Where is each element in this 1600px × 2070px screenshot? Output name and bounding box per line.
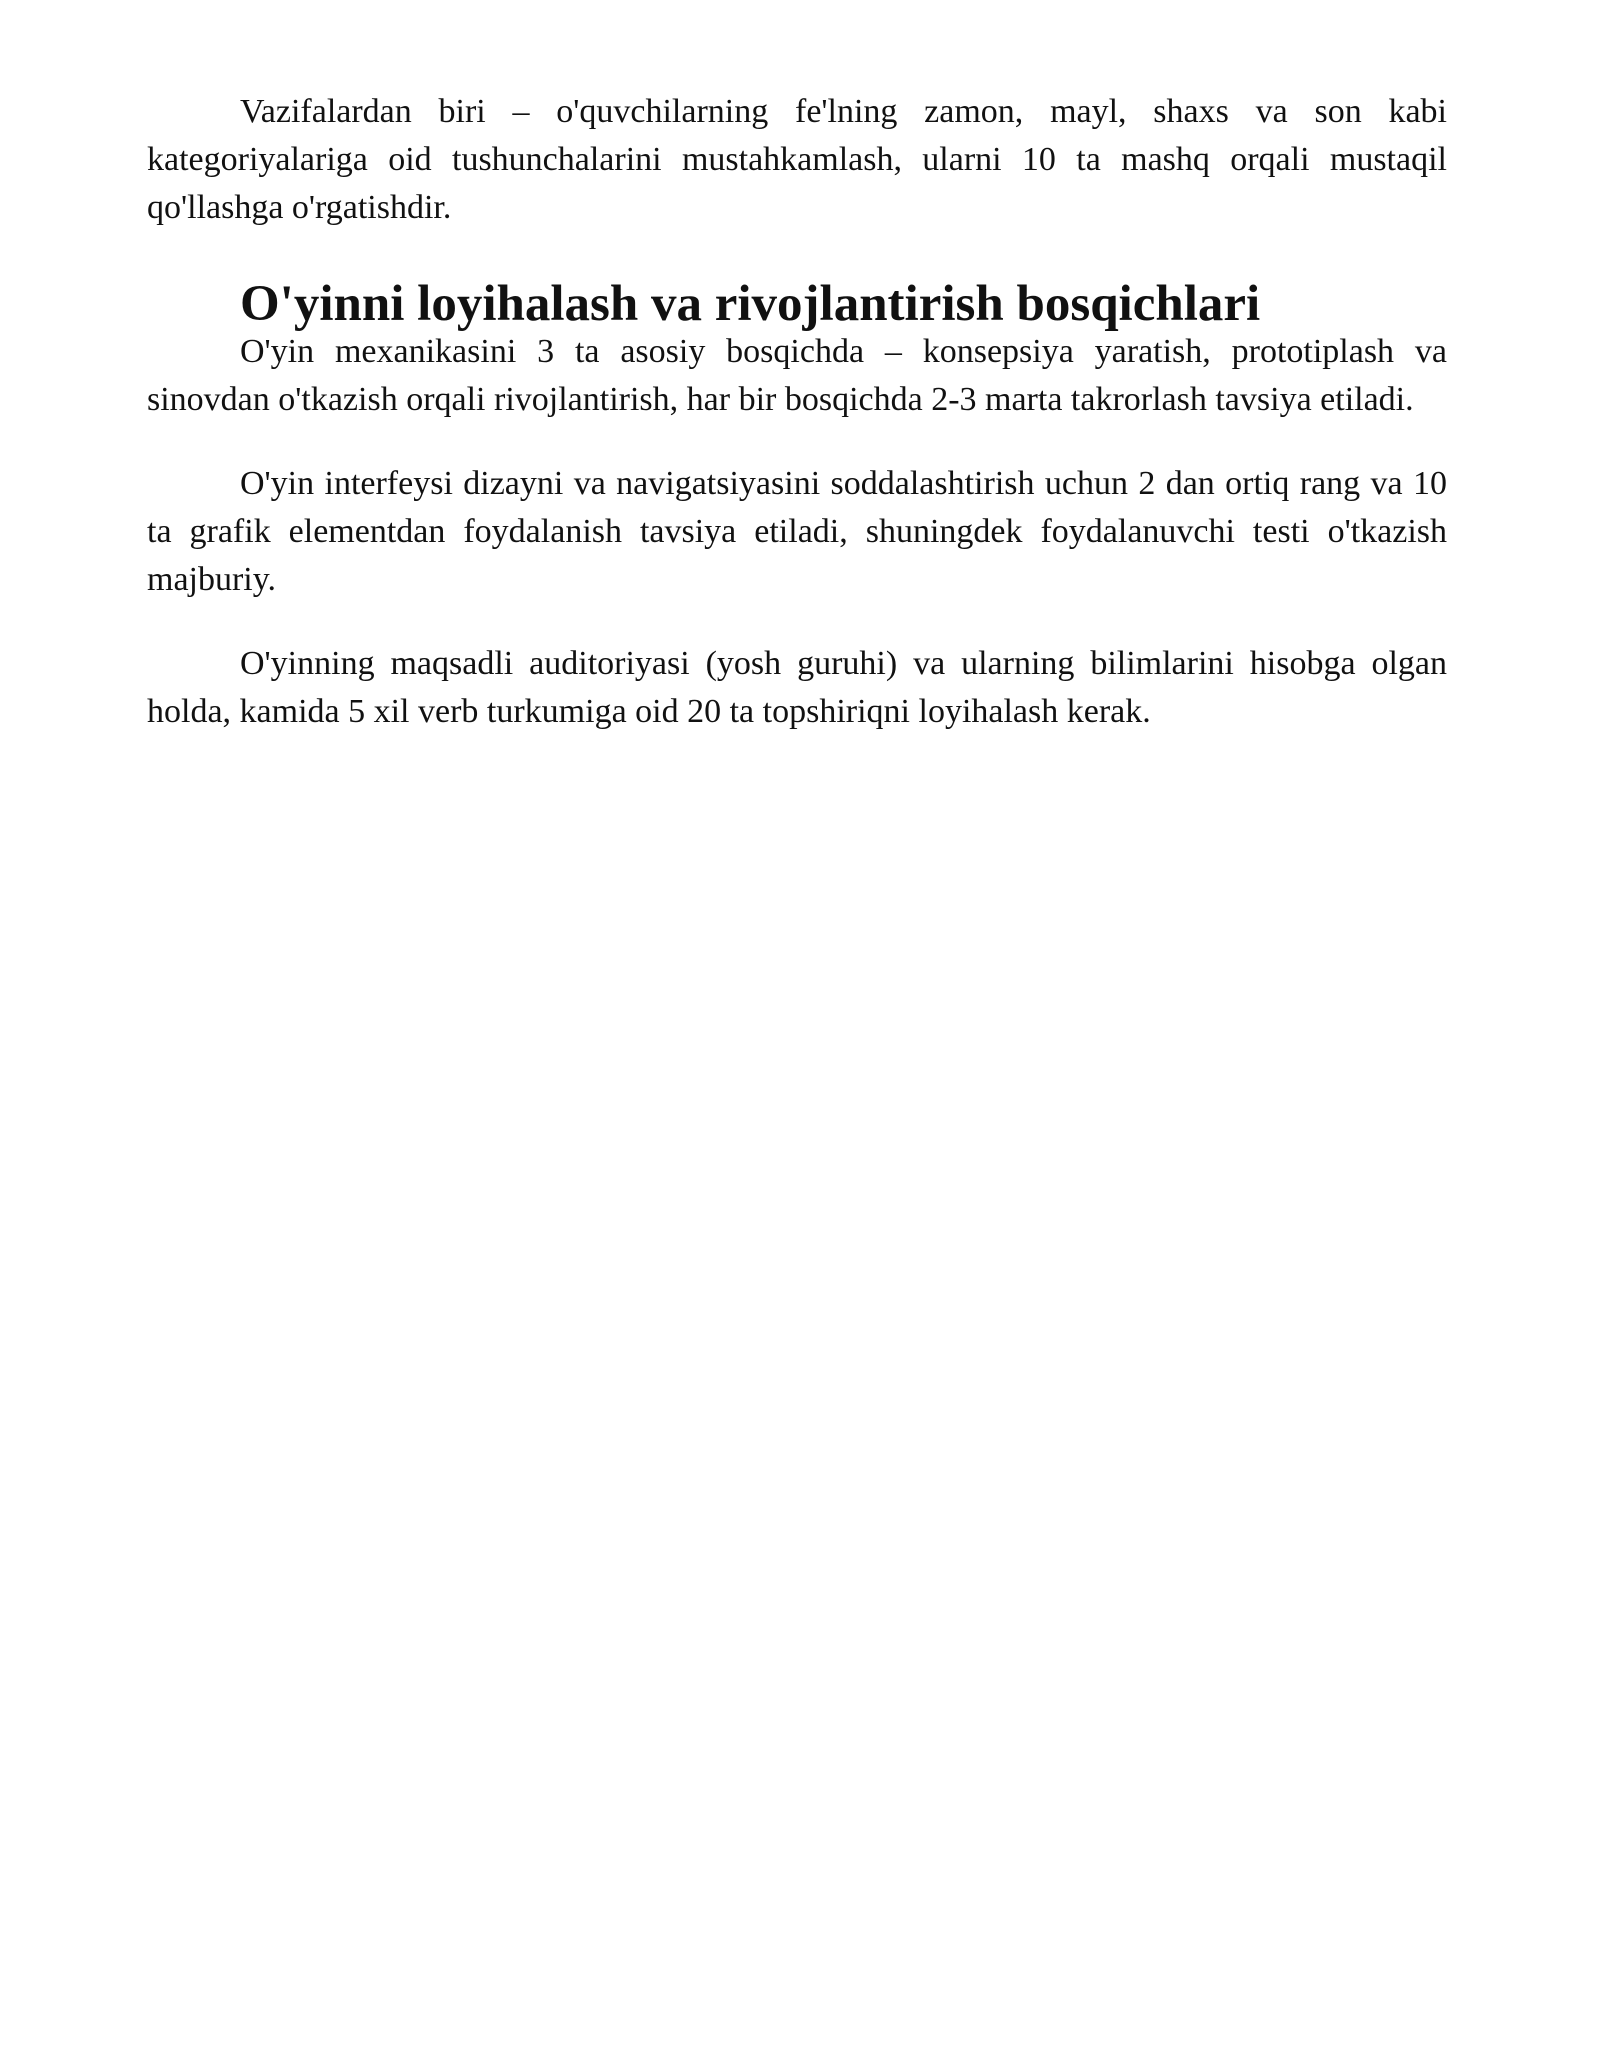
- section-heading: O'yinni loyihalash va rivojlantirish bosqichlari: [240, 276, 1261, 332]
- paragraph-mechanics: O'yin mexanikasini 3 ta asosiy bosqichda – konsepsiya yaratish, prototiplash va sinovdan o'tkazish orqali rivojlantirish, har bir bosqichda 2-3 marta takrorlash tavsiya etiladi.: [147, 333, 1447, 418]
- paragraph-audience: O'yinning maqsadli auditoriyasi (yosh guruhi) va ularning bilimlarini hisobga olgan holda, kamida 5 xil verb turkumiga oid 20 ta topshiriqni loyihalash kerak.: [147, 645, 1447, 730]
- paragraph-tasks: Vazifalardan biri – o'quvchilarning fe'lning zamon, mayl, shaxs va son kabi kategoriyalariga oid tushunchalarini mustahkamlash, ularni 10 ta mashq orqali mustaqil qo'llashga o'rgatishdir.: [147, 93, 1447, 226]
- paragraph-interface: O'yin interfeysi dizayni va navigatsiyasini soddalashtirish uchun 2 dan ortiq rang va 10 ta grafik elementdan foydalanish tavsiya etiladi, shuningdek foydalanuvchi testi o'tkazish majburiy.: [147, 465, 1447, 598]
- document-body: [147, 88, 1447, 736]
